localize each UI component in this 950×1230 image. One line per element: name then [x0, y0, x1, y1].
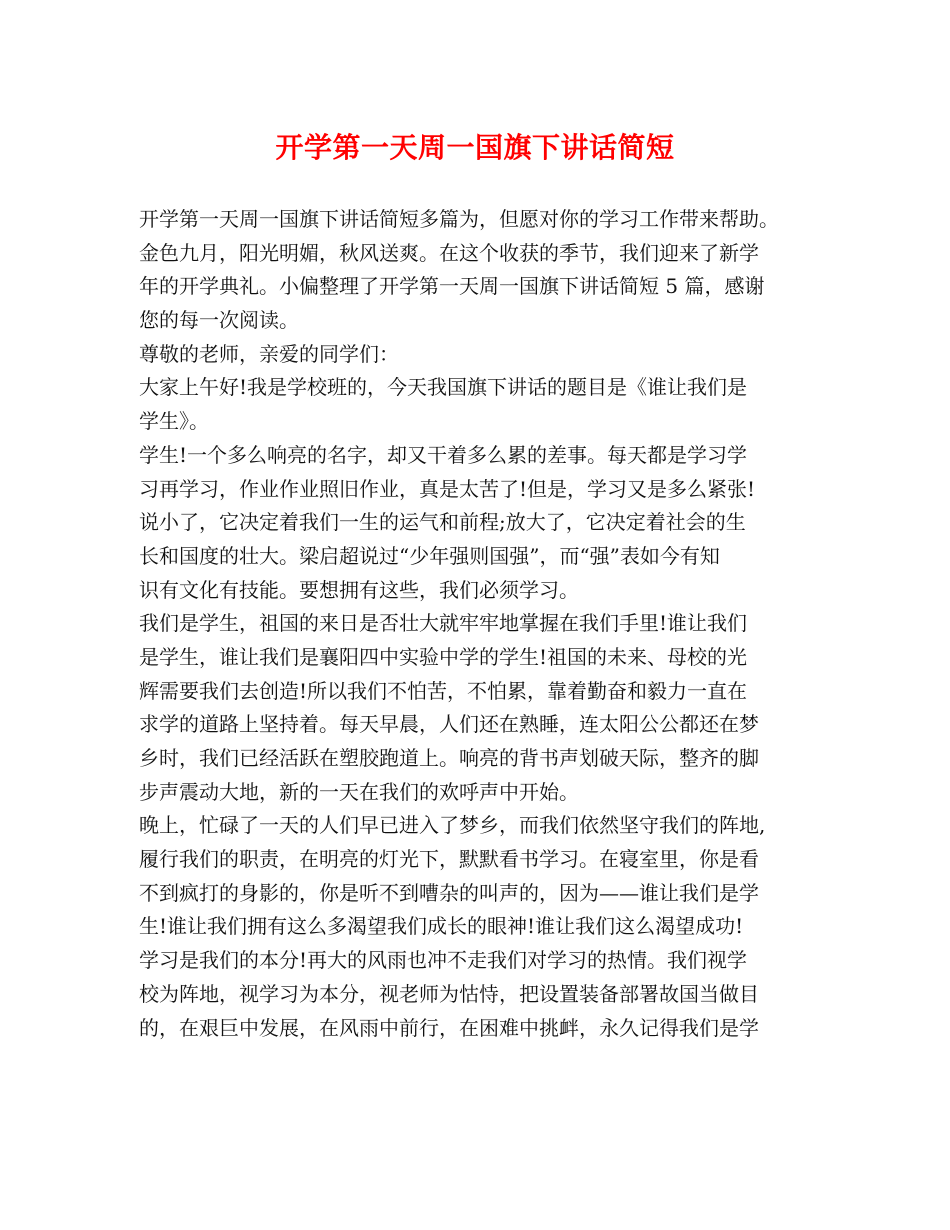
text-line: 晚上，忙碌了一天的人们早已进入了梦乡，而我们依然坚守我们的阵地,	[139, 813, 766, 838]
text-line: 辉需要我们去创造!所以我们不怕苦，不怕累，靠着勤奋和毅力一直在	[139, 678, 748, 703]
text-line: 校为阵地，视学习为本分，视老师为怙恃，把设置装备部署故国当做目	[139, 981, 759, 1006]
text-line: 求学的道路上坚持着。每天早晨，人们还在熟睡，连太阳公公都还在梦	[139, 712, 759, 737]
text-line: 是学生，谁让我们是襄阳四中实验中学的学生!祖国的未来、母校的光	[139, 644, 748, 669]
text-line: 不到疯打的身影的，你是听不到嘈杂的叫声的，因为——谁让我们是学	[139, 880, 759, 905]
text-line: 大家上午好!我是学校班的，今天我国旗下讲话的题目是《谁让我们是	[139, 375, 748, 400]
text-line: 说小了，它决定着我们一生的运气和前程;放大了，它决定着社会的生	[139, 510, 746, 535]
text-line: 长和国度的壮大。梁启超说过“少年强则国强”，而“强”表如今有知	[139, 543, 720, 568]
text-line: 学生》。	[139, 409, 209, 434]
text-line: 学习是我们的本分!再大的风雨也冲不走我们对学习的热情。我们视学	[139, 948, 748, 973]
text-line: 年的开学典礼。小偏整理了开学第一天周一国旗下讲话简短 5 篇，感谢	[139, 274, 765, 299]
text-line: 尊敬的老师，亲爱的同学们：	[139, 341, 399, 366]
text-line: 步声震动大地，新的一天在我们的欢呼声中开始。	[139, 779, 579, 804]
text-line: 我们是学生，祖国的来日是否壮大就牢牢地掌握在我们手里!谁让我们	[139, 611, 748, 636]
text-line: 的，在艰巨中发展，在风雨中前行，在困难中挑衅，永久记得我们是学	[139, 1015, 759, 1040]
text-line: 金色九月，阳光明媚，秋风送爽。在这个收获的季节，我们迎来了新学	[139, 240, 759, 265]
text-line: 识有文化有技能。要想拥有这些，我们必须学习。	[139, 577, 579, 602]
text-line: 生!谁让我们拥有这么多渴望我们成长的眼神!谁让我们这么渴望成功!	[139, 914, 744, 939]
document-title: 开学第一天周一国旗下讲话简短	[275, 131, 675, 164]
text-line: 学生!一个多么响亮的名字，却又干着多么累的差事。每天都是学习学	[139, 442, 748, 467]
text-line: 履行我们的职责，在明亮的灯光下，默默看书学习。在寝室里，你是看	[139, 847, 759, 872]
text-line: 开学第一天周一国旗下讲话简短多篇为，但愿对你的学习工作带来帮助。	[139, 207, 779, 231]
document-body	[139, 203, 829, 1045]
text-line: 习再学习，作业作业照旧作业，真是太苦了!但是，学习又是多么紧张!	[139, 476, 756, 501]
text-line: 您的每一次阅读。	[139, 308, 299, 333]
text-line: 乡时，我们已经活跃在塑胶跑道上。响亮的背书声划破天际，整齐的脚	[139, 746, 759, 770]
